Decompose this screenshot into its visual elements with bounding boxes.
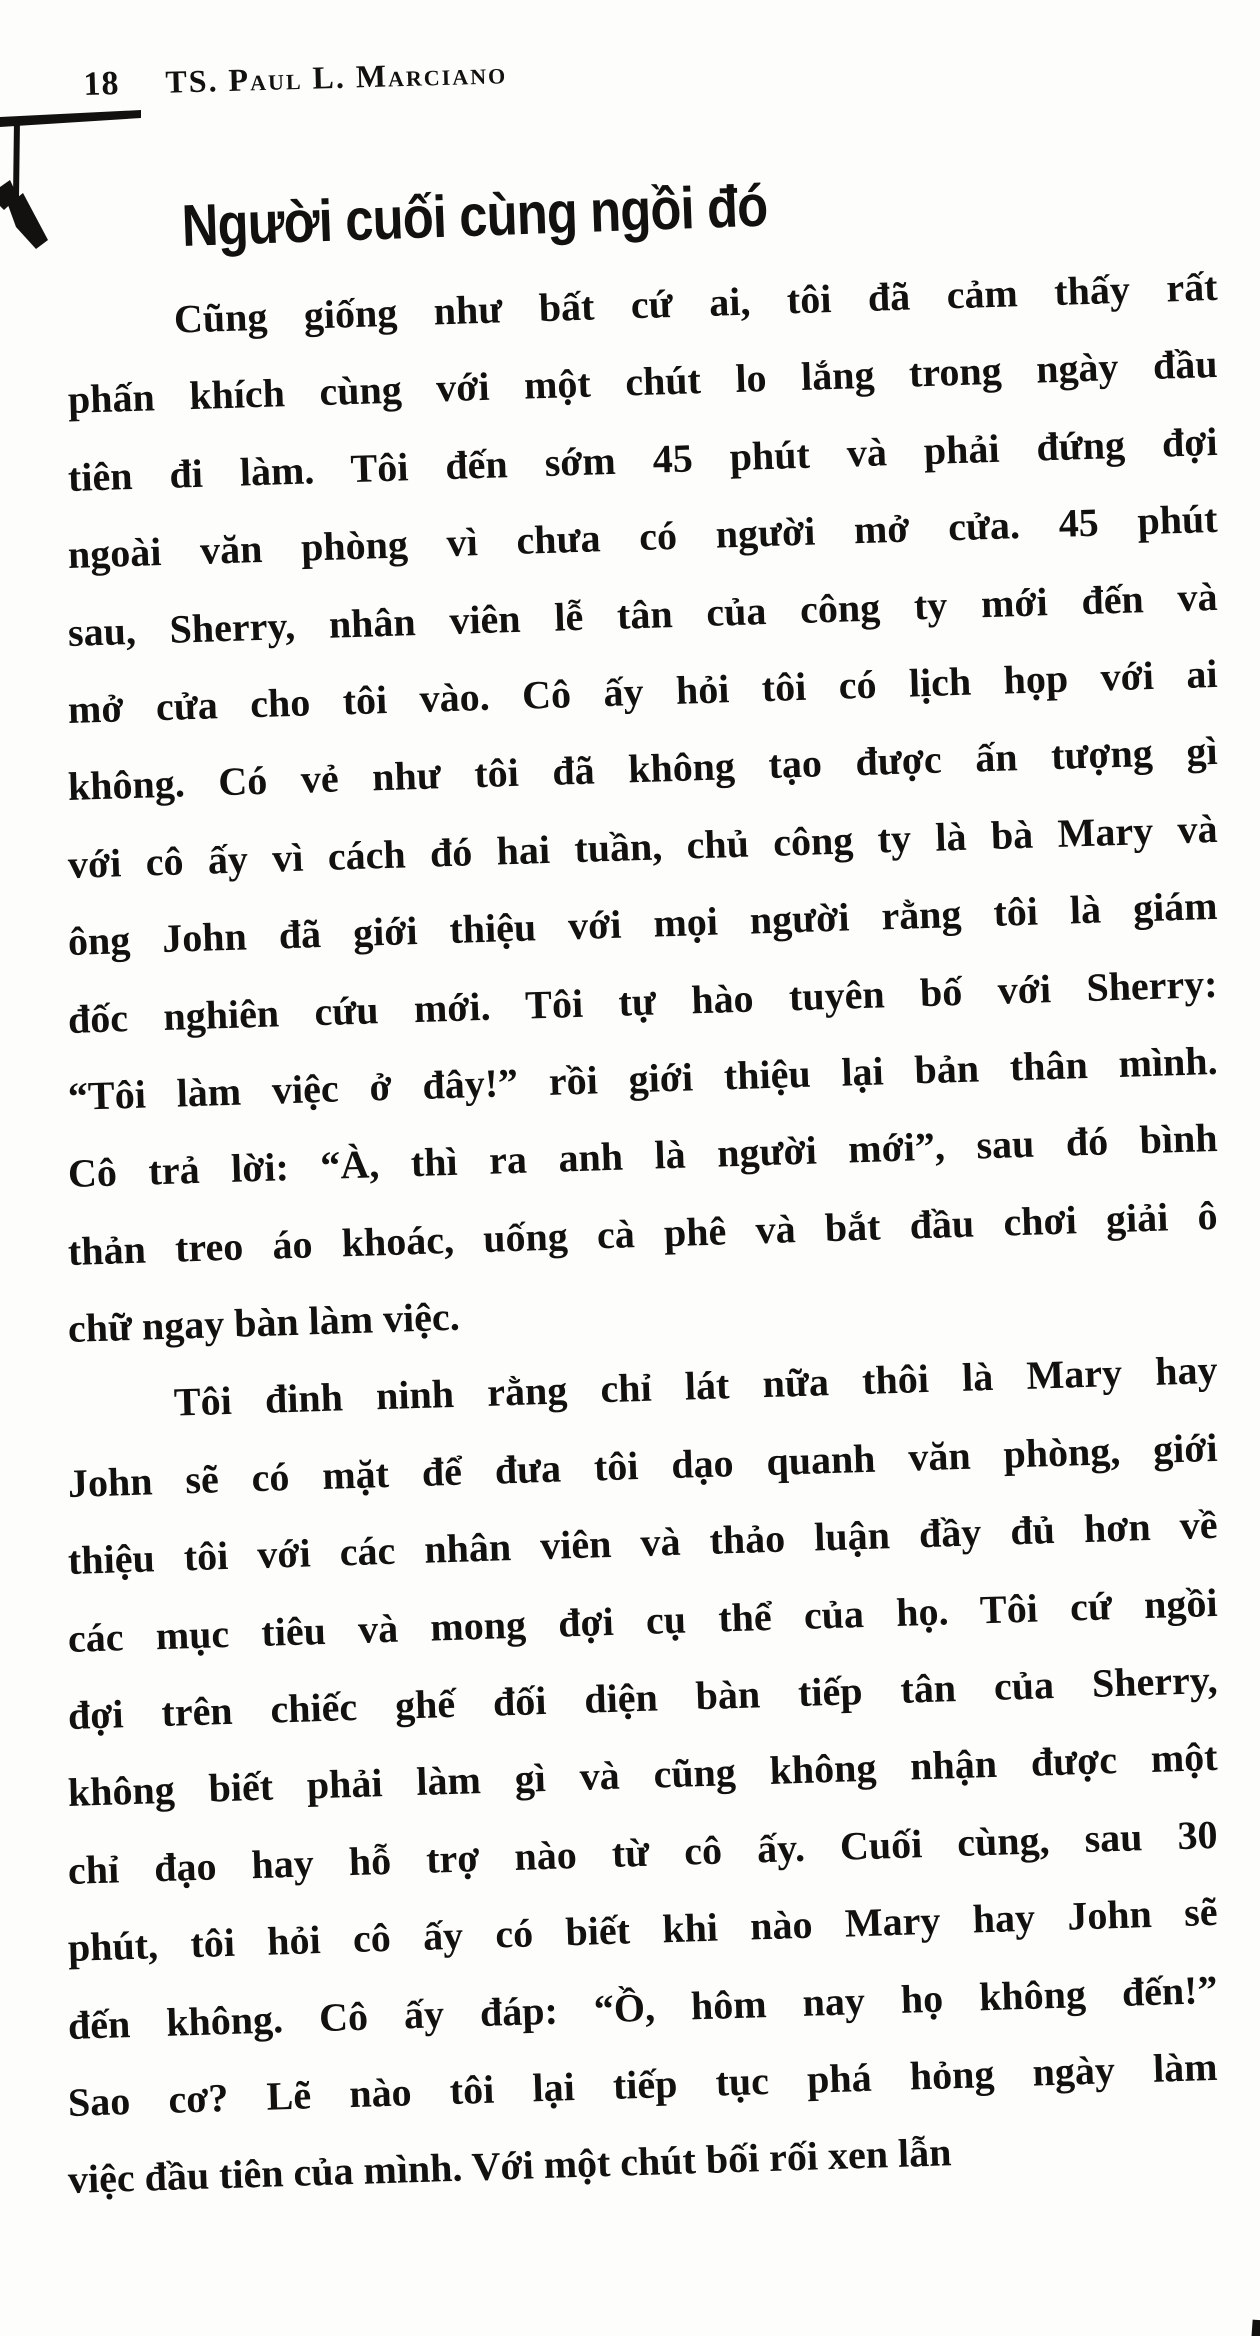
text-line: tiên đi làm. Tôi đến sớm 45 phút và phải đứng đợi <box>67 418 1219 500</box>
text-line: thiệu tôi với các nhân viên và thảo luận đầy đủ hơn về <box>67 1502 1219 1584</box>
text-line: sau, Sherry, nhân viên lễ tân của công ty mới đến và <box>67 573 1219 655</box>
text-line: phút, tôi hỏi cô ấy có biết khi nào Mary hay John sẽ <box>67 1889 1219 1971</box>
text-line: ông John đã giới thiệu với mọi người rằng tôi là giám <box>67 883 1219 965</box>
text-line: chỉ đạo hay hỗ trợ nào từ cô ấy. Cuối cùng, sau 30 <box>67 1811 1219 1893</box>
running-title: TS. Paul L. Marciano <box>164 54 508 100</box>
text-line: việc đầu tiên của mình. Với một chút bối rối xen lẫn <box>67 2129 952 2203</box>
text-line: thản treo áo khoác, uống cà phê và bắt đầu chơi giải ô <box>67 1192 1219 1274</box>
text-line: Cô trả lời: “À, thì ra anh là người mới”, sau đó bình <box>67 1115 1219 1197</box>
text-line: chữ ngay bàn làm việc. <box>67 1293 461 1352</box>
text-line: phấn khích cùng với một chút lo lắng trong ngày đầu <box>67 341 1219 423</box>
text-line: các mục tiêu và mong đợi cụ thể của họ. Tôi cứ ngồi <box>67 1579 1219 1661</box>
text-line: “Tôi làm việc ở đây!” rồi giới thiệu lại bản thân mình. <box>67 1037 1219 1119</box>
rule-line <box>0 110 141 127</box>
text-line: đốc nghiên cứu mới. Tôi tự hào tuyên bố với Sherry: <box>67 960 1219 1042</box>
text-line: không biết phải làm gì và cũng không nhận được một <box>67 1734 1219 1816</box>
text-line: Sao cơ? Lẽ nào tôi lại tiếp tục phá hỏng ngày làm <box>67 2043 1219 2125</box>
section-heading: Người cuối cùng ngồi đó <box>180 172 769 259</box>
text-line: đợi trên chiếc ghế đối diện bàn tiếp tân của Sherry, <box>67 1656 1219 1739</box>
page-number: 18 <box>82 65 120 104</box>
text-line: John sẽ có mặt để đưa tôi dạo quanh văn phòng, giới <box>67 1424 1219 1506</box>
text-line: ngoài văn phòng vì chưa có người mở cửa. 45 phút <box>67 496 1219 578</box>
pen-nib-main <box>8 193 48 249</box>
pen-nib-mark-icon <box>0 0 170 270</box>
scan-corner-mark <box>1251 2320 1260 2336</box>
text-line: không. Có vẻ như tôi đã không tạo được ấn tượng gì <box>67 728 1219 810</box>
text-line: đến không. Cô ấy đáp: “Ồ, hôm nay họ không đến!” <box>67 1966 1219 2048</box>
pen-stem <box>13 120 20 198</box>
text-line: Cũng giống như bất cứ ai, tôi đã cảm thấy rất <box>173 263 1219 342</box>
text-line: Tôi đinh ninh rằng chỉ lát nữa thôi là Mary hay <box>173 1347 1219 1426</box>
body-text <box>67 263 1219 2219</box>
text-line: mở cửa cho tôi vào. Cô ấy hỏi tôi có lịch họp với ai <box>67 650 1219 732</box>
text-line: với cô ấy vì cách đó hai tuần, chủ công ty là bà Mary và <box>67 805 1219 887</box>
